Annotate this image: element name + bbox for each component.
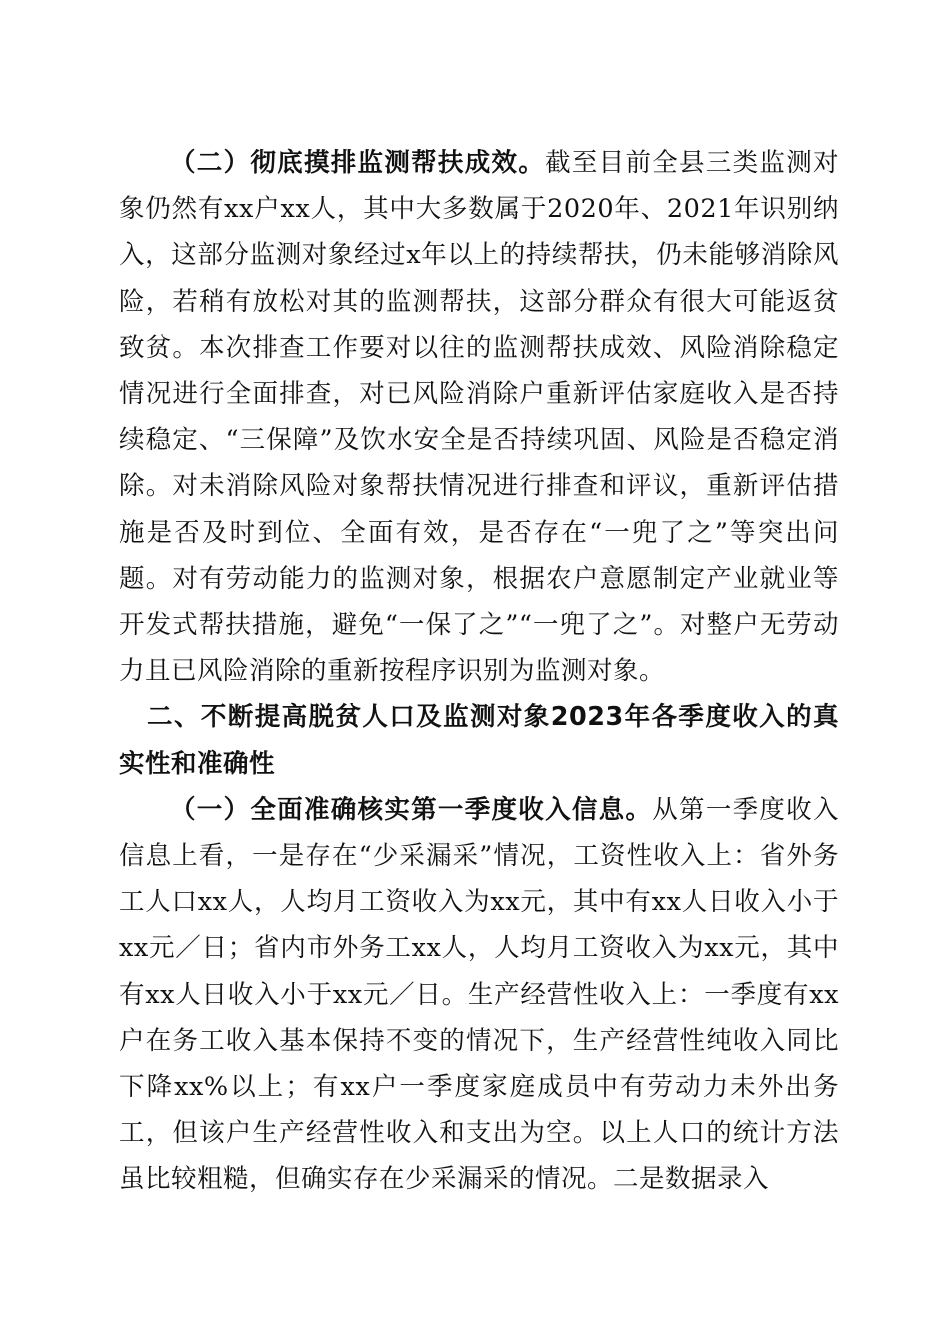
subheading-monitoring-effect: （二）彻底摸排监测帮扶成效。	[170, 148, 546, 178]
paragraph-first-quarter-income-body: 从第一季度收入信息上看，一是存在“少采漏采”情况，工资性收入上：省外务工人口xx人，人均月工资收入为xx元，其中有xx人日收入小于xx元／日；省内市外务工xx人，人均月工资收入为xx元，其中有xx人日收入小于xx元／日。生产经营性收入上：一季度有xx户在务工收入基本保持不变的情况下，生产经营性纯收入同比下降xx%以上；有xx户一季度家庭成员中有劳动力未外出务工，但该户生产经营性收入和支出为空。以上人口的统计方法虽比较粗糙，但确实存在少采漏采的情况。二是数据录入	[119, 794, 839, 1195]
section-heading-income-accuracy: 二、不断提高脱贫人口及监测对象2023年各季度收入的真实性和准确性	[119, 702, 839, 779]
subheading-first-quarter-income: （一）全面准确核实第一季度收入信息。	[170, 794, 653, 825]
paragraph-monitoring-effect-body: 截至目前全县三类监测对象仍然有xx户xx人，其中大多数属于2020年、2021年识别纳入，这部分监测对象经过x年以上的持续帮扶，仍未能够消除风险，若稍有放松对其的监测帮扶，这部分群众有很大可能返贫致贫。本次排查工作要对以往的监测帮扶成效、风险消除稳定情况进行全面排查，对已风险消除户重新评估家庭收入是否持续稳定、“三保障”及饮水安全是否持续巩固、风险是否稳定消除。对未消除风险对象帮扶情况进行排查和评议，重新评估措施是否及时到位、全面有效，是否存在“一兜了之”等突出问题。对有劳动能力的监测对象，根据农户意愿制定产业就业等开发式帮扶措施，避免“一保了之”“一兜了之”。对整户无劳动力且已风险消除的重新按程序识别为监测对象。	[119, 148, 839, 687]
paragraph-first-quarter-income	[119, 787, 839, 1203]
paragraph-monitoring-effect	[119, 140, 839, 694]
document-page	[119, 140, 839, 1203]
